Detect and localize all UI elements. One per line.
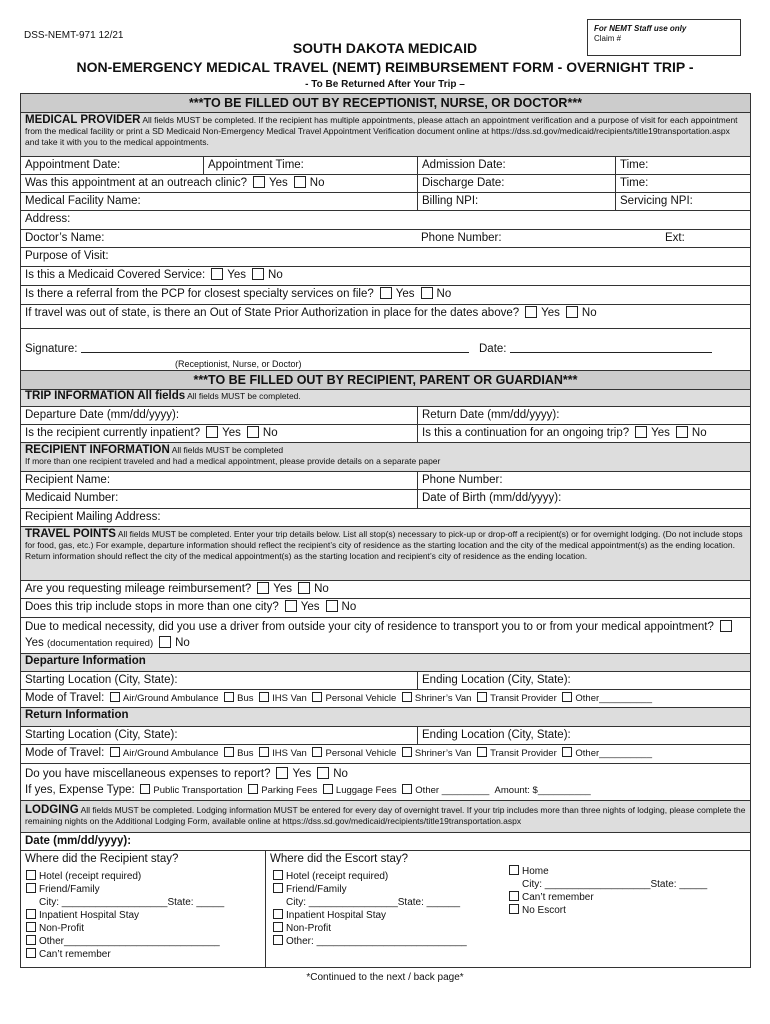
no-label: No <box>262 427 278 439</box>
expense-type-label: If yes, Expense Type: <box>25 784 135 796</box>
rec-cant-remember-checkbox[interactable] <box>26 948 36 958</box>
recipient-info-note: If more than one recipient traveled and had a medical appointment, please provide details on a separate paper <box>25 456 441 466</box>
no-label: No <box>333 768 348 780</box>
yes-label: Yes <box>273 583 293 595</box>
provider-band: ***TO BE FILLED OUT BY RECEPTIONIST, NURSE, OR DOCTOR*** <box>21 94 750 113</box>
signature-line <box>81 341 469 353</box>
subtitle: - To Be Returned After Your Trip – <box>305 79 465 90</box>
expense-label: Parking Fees <box>261 785 318 796</box>
recipient-phone-field[interactable]: Phone Number: <box>417 472 750 489</box>
driver-question: Due to medical necessity, did you use a driver from outside your city of residence to transport you to or from your medical appointment? <box>25 621 714 633</box>
rec-friend-checkbox[interactable] <box>26 883 36 893</box>
inpatient-no-checkbox[interactable] <box>247 426 259 438</box>
row-outreach <box>21 175 750 193</box>
option-label: Inpatient Hospital Stay <box>39 910 140 921</box>
discharge-date-field[interactable]: Discharge Date: <box>417 175 615 192</box>
esc-friend-checkbox[interactable] <box>273 883 283 893</box>
out-of-state-question: If travel was out of state, is there an Out of State Prior Authorization in place for the dates above? <box>25 307 520 319</box>
option-label: No Escort <box>522 905 566 916</box>
ret-mode-shriners-checkbox[interactable] <box>402 747 412 757</box>
esc-home-checkbox[interactable] <box>509 865 519 875</box>
ret-mode-ihs-checkbox[interactable] <box>259 747 269 757</box>
yes-label: Yes <box>222 427 241 439</box>
return-mode-options <box>104 748 652 759</box>
esc-city-state-field[interactable]: City: ________________State: ______ <box>286 897 461 908</box>
footer-continued: *Continued to the next / back page* <box>306 972 464 983</box>
ret-mode-transit-checkbox[interactable] <box>477 747 487 757</box>
row-misc-expenses <box>21 764 750 801</box>
inpatient-yes-checkbox[interactable] <box>206 426 218 438</box>
lodging-section <box>21 801 750 833</box>
form-number: DSS-NEMT-971 12/21 <box>24 30 124 41</box>
mileage-question: Are you requesting mileage reimbursement? <box>25 583 252 595</box>
signature-label: Signature: <box>25 343 78 355</box>
mileage-yes-checkbox[interactable] <box>257 582 269 594</box>
mode-label: Shriner’s Van <box>414 748 472 759</box>
trip-info-section <box>21 390 750 407</box>
mode-label: Personal Vehicle <box>325 748 397 759</box>
row-driver <box>21 618 750 654</box>
lodging-text: All fields MUST be completed. Lodging information MUST be entered for every day of overnight travel. If your trip includes more than three nights of lodging, please complete the remaining nights on the Additional Lodging Form, available online at https://dss.sd.gov/medicaid/recipients/title19transportation.aspx <box>25 805 746 826</box>
expense-options <box>135 785 591 796</box>
return-info-title: Return Information <box>25 709 129 721</box>
date-label: Date: <box>479 343 507 355</box>
rec-city-state-field[interactable]: City: ___________________State: _____ <box>39 897 225 908</box>
misc-question: Do you have miscellaneous expenses to report? <box>25 768 271 780</box>
yes-label: Yes <box>269 177 288 189</box>
return-starting-field[interactable]: Starting Location (City, State): <box>25 729 178 741</box>
row-medicaid <box>21 490 750 509</box>
travel-points-title: TRAVEL POINTS <box>25 528 116 540</box>
medical-provider-text: All fields MUST be completed. If the recipient has multiple appointments, please attach an appointment verification and a purpose of visit for each appointment from the medical facility or print a SD Medicaid Non-Emergency Medical Travel Appointment Verification document online at https://dss.sd.gov/medicaid/recipients/title19transportation.aspx and take it with you to the medical appointments. <box>25 115 738 147</box>
option-label: Can’t remember <box>522 892 594 903</box>
mode-label: Air/Ground Ambulance <box>122 693 219 704</box>
esc-other-checkbox[interactable] <box>273 935 283 945</box>
recipient-info-section <box>21 443 750 472</box>
departure-mode-label: Mode of Travel: <box>25 692 105 704</box>
trip-info-text: All fields MUST be completed. <box>187 391 301 401</box>
recipient-stay-options <box>23 870 224 961</box>
expense-luggage-checkbox[interactable] <box>323 784 333 794</box>
dep-mode-transit-checkbox[interactable] <box>477 692 487 702</box>
escort-stay-column <box>266 851 750 967</box>
referral-question: Is there a referral from the PCP for closest specialty services on file? <box>25 288 374 300</box>
option-label: Other: ___________________________ <box>286 936 467 947</box>
servicing-npi-field[interactable]: Servicing NPI: <box>615 193 750 210</box>
row-facility <box>21 193 750 211</box>
medicaid-number-field[interactable]: Medicaid Number: <box>25 492 119 504</box>
driver-yes-checkbox[interactable] <box>720 620 732 632</box>
row-stops <box>21 599 750 618</box>
admission-date-field[interactable]: Admission Date: <box>417 157 615 174</box>
recipient-stay-column <box>21 851 266 967</box>
medical-provider-title: MEDICAL PROVIDER <box>25 114 141 126</box>
esc-no-escort-checkbox[interactable] <box>509 904 519 914</box>
claim-label: Claim # <box>594 34 622 43</box>
mode-label: Bus <box>237 693 254 704</box>
documentation-required-note: (documentation required) <box>46 638 154 649</box>
esc-inpatient-checkbox[interactable] <box>273 909 283 919</box>
row-referral <box>21 286 750 305</box>
continuation-no-checkbox[interactable] <box>676 426 688 438</box>
row-departure-locations <box>21 672 750 690</box>
form-body <box>20 93 751 968</box>
yes-label: Yes <box>227 269 247 281</box>
phone-field[interactable] <box>417 230 750 247</box>
signature-note: (Receptionist, Nurse, or Doctor) <box>175 359 302 369</box>
dep-mode-ihs-checkbox[interactable] <box>259 692 269 702</box>
referral-no-checkbox[interactable] <box>421 287 433 299</box>
rec-hotel-checkbox[interactable] <box>26 870 36 880</box>
facility-name-field[interactable]: Medical Facility Name: <box>25 195 141 207</box>
covered-yes-checkbox[interactable] <box>211 268 223 280</box>
dep-mode-personal-checkbox[interactable] <box>312 692 322 702</box>
continuation-question: Is this a continuation for an ongoing trip? <box>422 427 630 439</box>
recipient-info-text: All fields MUST be completed <box>171 445 284 455</box>
rec-nonprofit-checkbox[interactable] <box>26 922 36 932</box>
inpatient-question: Is the recipient currently inpatient? <box>25 427 201 439</box>
departure-info-heading <box>21 654 750 672</box>
return-mode-label: Mode of Travel: <box>25 747 105 759</box>
escort-stay-options-2 <box>506 865 707 917</box>
esc-home-city-field[interactable]: City: ___________________State: _____ <box>522 879 708 890</box>
mode-label: Other__________ <box>575 748 652 759</box>
covered-question: Is this a Medicaid Covered Service: <box>25 269 206 281</box>
mode-label: Air/Ground Ambulance <box>122 748 219 759</box>
oos-no-checkbox[interactable] <box>566 306 578 318</box>
date-line <box>510 341 712 353</box>
escort-stay-options <box>270 870 467 948</box>
row-covered <box>21 267 750 286</box>
mode-label: Bus <box>237 748 254 759</box>
yes-label: Yes <box>395 288 415 300</box>
mode-label: Personal Vehicle <box>325 693 397 704</box>
expense-label: Luggage Fees <box>335 785 397 796</box>
return-date-field[interactable]: Return Date (mm/dd/yyyy): <box>417 407 750 424</box>
option-label: Friend/Family <box>286 884 347 895</box>
title-form: NON-EMERGENCY MEDICAL TRAVEL (NEMT) REIMBURSEMENT FORM - OVERNIGHT TRIP - <box>76 59 694 75</box>
option-label: Friend/Family <box>39 884 100 895</box>
row-departure-mode <box>21 690 750 708</box>
no-label: No <box>436 288 452 300</box>
stops-no-checkbox[interactable] <box>326 600 338 612</box>
outreach-question: Was this appointment at an outreach clinic? <box>25 177 248 189</box>
dep-mode-other-checkbox[interactable] <box>562 692 572 702</box>
no-label: No <box>175 637 190 649</box>
purpose-field[interactable]: Purpose of Visit: <box>21 248 750 267</box>
return-info-heading <box>21 708 750 727</box>
outreach-no-checkbox[interactable] <box>294 176 306 188</box>
no-label: No <box>309 177 325 189</box>
yes-label: Yes <box>292 768 312 780</box>
address-field[interactable]: Address: <box>21 211 750 230</box>
escort-stay-heading: Where did the Escort stay? <box>270 853 409 865</box>
option-label: Non-Profit <box>39 923 85 934</box>
dep-mode-shriners-checkbox[interactable] <box>402 692 412 702</box>
row-dates <box>21 407 750 425</box>
stops-yes-checkbox[interactable] <box>285 600 297 612</box>
expense-other-checkbox[interactable] <box>402 784 412 794</box>
esc-cant-remember-checkbox[interactable] <box>509 891 519 901</box>
recipient-stay-heading: Where did the Recipient stay? <box>25 853 179 865</box>
expense-public-checkbox[interactable] <box>140 784 150 794</box>
continuation-row <box>417 425 750 442</box>
appointment-date-field[interactable]: Appointment Date: <box>25 159 121 171</box>
yes-label: Yes <box>25 637 44 649</box>
row-doctor <box>21 230 750 248</box>
amount-field[interactable]: Amount: $__________ <box>494 785 591 796</box>
row-out-of-state <box>21 305 750 329</box>
travel-points-section <box>21 527 750 581</box>
billing-npi-field[interactable]: Billing NPI: <box>417 193 615 210</box>
no-label: No <box>341 601 357 613</box>
expense-label: Other _________ <box>415 785 490 796</box>
dep-mode-ambulance-checkbox[interactable] <box>110 692 120 702</box>
mode-label: IHS Van <box>272 748 307 759</box>
expense-label: Public Transportation <box>153 785 243 796</box>
rec-other-checkbox[interactable] <box>26 935 36 945</box>
rec-inpatient-checkbox[interactable] <box>26 909 36 919</box>
driver-no-checkbox[interactable] <box>159 636 171 648</box>
departure-starting-field[interactable]: Starting Location (City, State): <box>25 674 178 686</box>
discharge-time-field[interactable]: Time: <box>615 175 750 192</box>
doctor-name-field[interactable]: Doctor’s Name: <box>25 232 105 244</box>
staff-label: For NEMT Staff use only <box>594 24 687 33</box>
departure-ending-field[interactable]: Ending Location (City, State): <box>417 672 750 689</box>
appointment-time-field[interactable]: Appointment Time: <box>203 157 417 174</box>
stops-question: Does this trip include stops in more than one city? <box>25 601 279 613</box>
esc-nonprofit-checkbox[interactable] <box>273 922 283 932</box>
ret-mode-bus-checkbox[interactable] <box>224 747 234 757</box>
row-lodging-stay <box>21 851 750 967</box>
expense-parking-checkbox[interactable] <box>248 784 258 794</box>
mode-label: IHS Van <box>272 693 307 704</box>
esc-hotel-checkbox[interactable] <box>273 870 283 880</box>
recipient-band: ***TO BE FILLED OUT BY RECIPIENT, PARENT OR GUARDIAN*** <box>21 371 750 390</box>
mode-label: Transit Provider <box>490 748 557 759</box>
trip-info-title: TRIP INFORMATION All fields <box>25 390 186 402</box>
recipient-name-field[interactable]: Recipient Name: <box>25 474 111 486</box>
departure-date-field[interactable]: Departure Date (mm/dd/yyyy): <box>25 409 180 421</box>
option-label: Non-Profit <box>286 923 332 934</box>
option-label: Inpatient Hospital Stay <box>286 910 387 921</box>
no-label: No <box>314 583 329 595</box>
row-signature <box>21 329 750 371</box>
lodging-date-field[interactable]: Date (mm/dd/yyyy): <box>21 833 750 851</box>
signature-date-field[interactable] <box>479 341 712 358</box>
no-label: No <box>268 269 283 281</box>
row-mileage <box>21 581 750 599</box>
yes-label: Yes <box>541 307 560 319</box>
medical-provider-section <box>21 113 750 157</box>
travel-points-text: All fields MUST be completed. Enter your trip details below. List all stop(s) necessary to pick-up or drop-off a recipient(s) or for overnight lodging. (Do not include stops for food, gas, etc.) For example, departure information should reflect the recipient’s city of residence as the starting location and the city of the medical appointment(s) as the ending location. Return information should reflect the city of the medical appointment(s) as the starting location and recipient’s city of residence as the ending location. <box>25 529 743 561</box>
mode-label: Other__________ <box>575 693 652 704</box>
ret-mode-ambulance-checkbox[interactable] <box>110 747 120 757</box>
departure-mode-options <box>104 693 652 704</box>
ret-mode-other-checkbox[interactable] <box>562 747 572 757</box>
no-label: No <box>581 307 597 319</box>
row-return-locations <box>21 727 750 745</box>
oos-yes-checkbox[interactable] <box>525 306 537 318</box>
departure-info-title: Departure Information <box>25 655 146 667</box>
phone-label: Phone Number: <box>421 232 502 244</box>
mailing-address-field[interactable]: Recipient Mailing Address: <box>21 509 750 527</box>
covered-no-checkbox[interactable] <box>252 268 264 280</box>
yes-label: Yes <box>300 601 320 613</box>
return-ending-field[interactable]: Ending Location (City, State): <box>417 727 750 744</box>
misc-yes-checkbox[interactable] <box>276 767 288 779</box>
mode-label: Transit Provider <box>490 693 557 704</box>
continuation-yes-checkbox[interactable] <box>635 426 647 438</box>
recipient-info-title: RECIPIENT INFORMATION <box>25 444 170 456</box>
option-label: Hotel (receipt required) <box>286 871 389 882</box>
no-label: No <box>691 427 707 439</box>
ret-mode-personal-checkbox[interactable] <box>312 747 322 757</box>
option-label: Home <box>522 866 549 877</box>
option-label: Can’t remember <box>39 949 111 960</box>
title-agency: SOUTH DAKOTA MEDICAID <box>292 40 478 56</box>
dep-mode-bus-checkbox[interactable] <box>224 692 234 702</box>
ext-label: Ext: <box>665 232 685 244</box>
mode-label: Shriner’s Van <box>414 693 472 704</box>
misc-no-checkbox[interactable] <box>317 767 329 779</box>
dob-field[interactable]: Date of Birth (mm/dd/yyyy): <box>417 490 750 508</box>
yes-label: Yes <box>651 427 670 439</box>
admission-time-field[interactable]: Time: <box>615 157 750 174</box>
outreach-yes-checkbox[interactable] <box>253 176 265 188</box>
lodging-title: LODGING <box>25 804 79 816</box>
row-inpatient <box>21 425 750 443</box>
option-label: Hotel (receipt required) <box>39 871 142 882</box>
mileage-no-checkbox[interactable] <box>298 582 310 594</box>
option-label: Other____________________________ <box>39 936 220 947</box>
row-recipient-name <box>21 472 750 490</box>
referral-yes-checkbox[interactable] <box>380 287 392 299</box>
row-appointment <box>21 157 750 175</box>
row-return-mode <box>21 745 750 764</box>
